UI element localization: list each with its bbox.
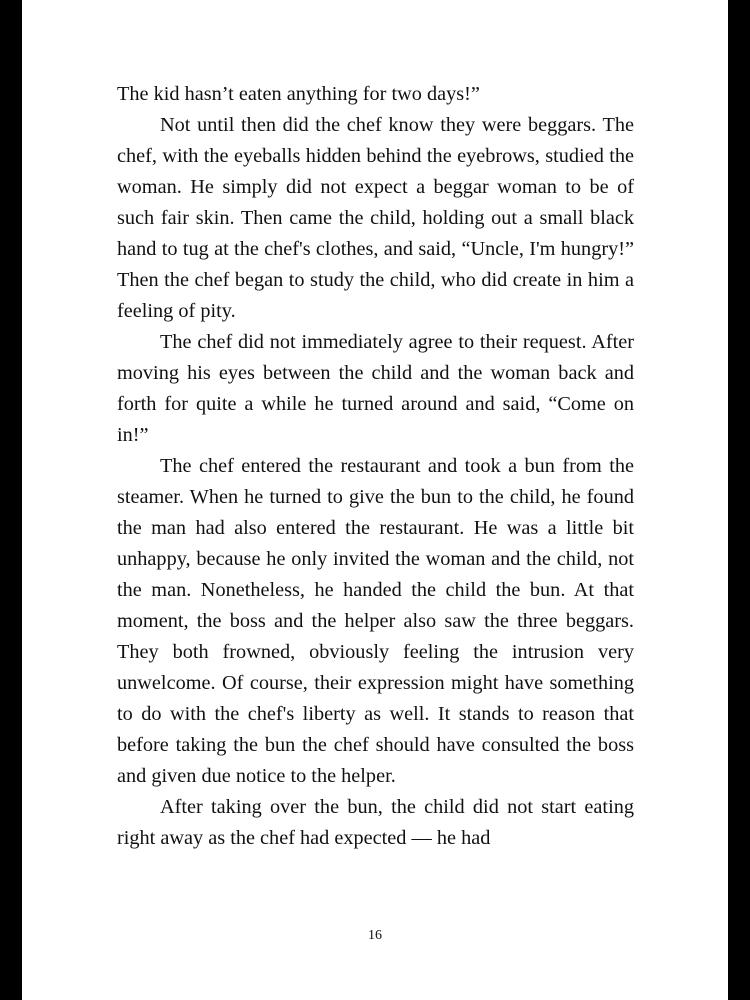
- paragraph: Not until then did the chef know they were beggars. The chef, with the eyeballs hidden behind the eyebrows, studied the woman. He simply did not expect a beggar woman to be of such fair skin. Then came the child, holding out a small black hand to tug at the chef's clothes, and said, “Uncle, I'm hungry!” Then the chef began to study the child, who did create in him a feeling of pity.: [117, 114, 634, 322]
- page-number: 16: [368, 928, 382, 943]
- paragraph: The chef did not immediately agree to their request. After moving his eyes between the child and the woman back and forth for quite a while he turned around and said, “Come on in!”: [117, 331, 634, 446]
- page-body: [117, 79, 634, 854]
- paragraph: After taking over the bun, the child did not start eating right away as the chef had expected — he had: [117, 796, 634, 849]
- paragraph-continued: The kid hasn’t eaten anything for two days!”: [117, 83, 480, 105]
- paragraph: The chef entered the restaurant and took a bun from the steamer. When he turned to give the bun to the child, he found the man had also entered the restaurant. He was a little bit unhappy, because he only invited the woman and the child, not the man. Nonetheless, he handed the child the bun. At that moment, the boss and the helper also saw the three beggars. They both frowned, obviously feeling the intrusion very unwelcome. Of course, their expression might have something to do with the chef's liberty as well. It stands to reason that before taking the bun the chef should have consulted the boss and given due notice to the helper.: [117, 455, 634, 787]
